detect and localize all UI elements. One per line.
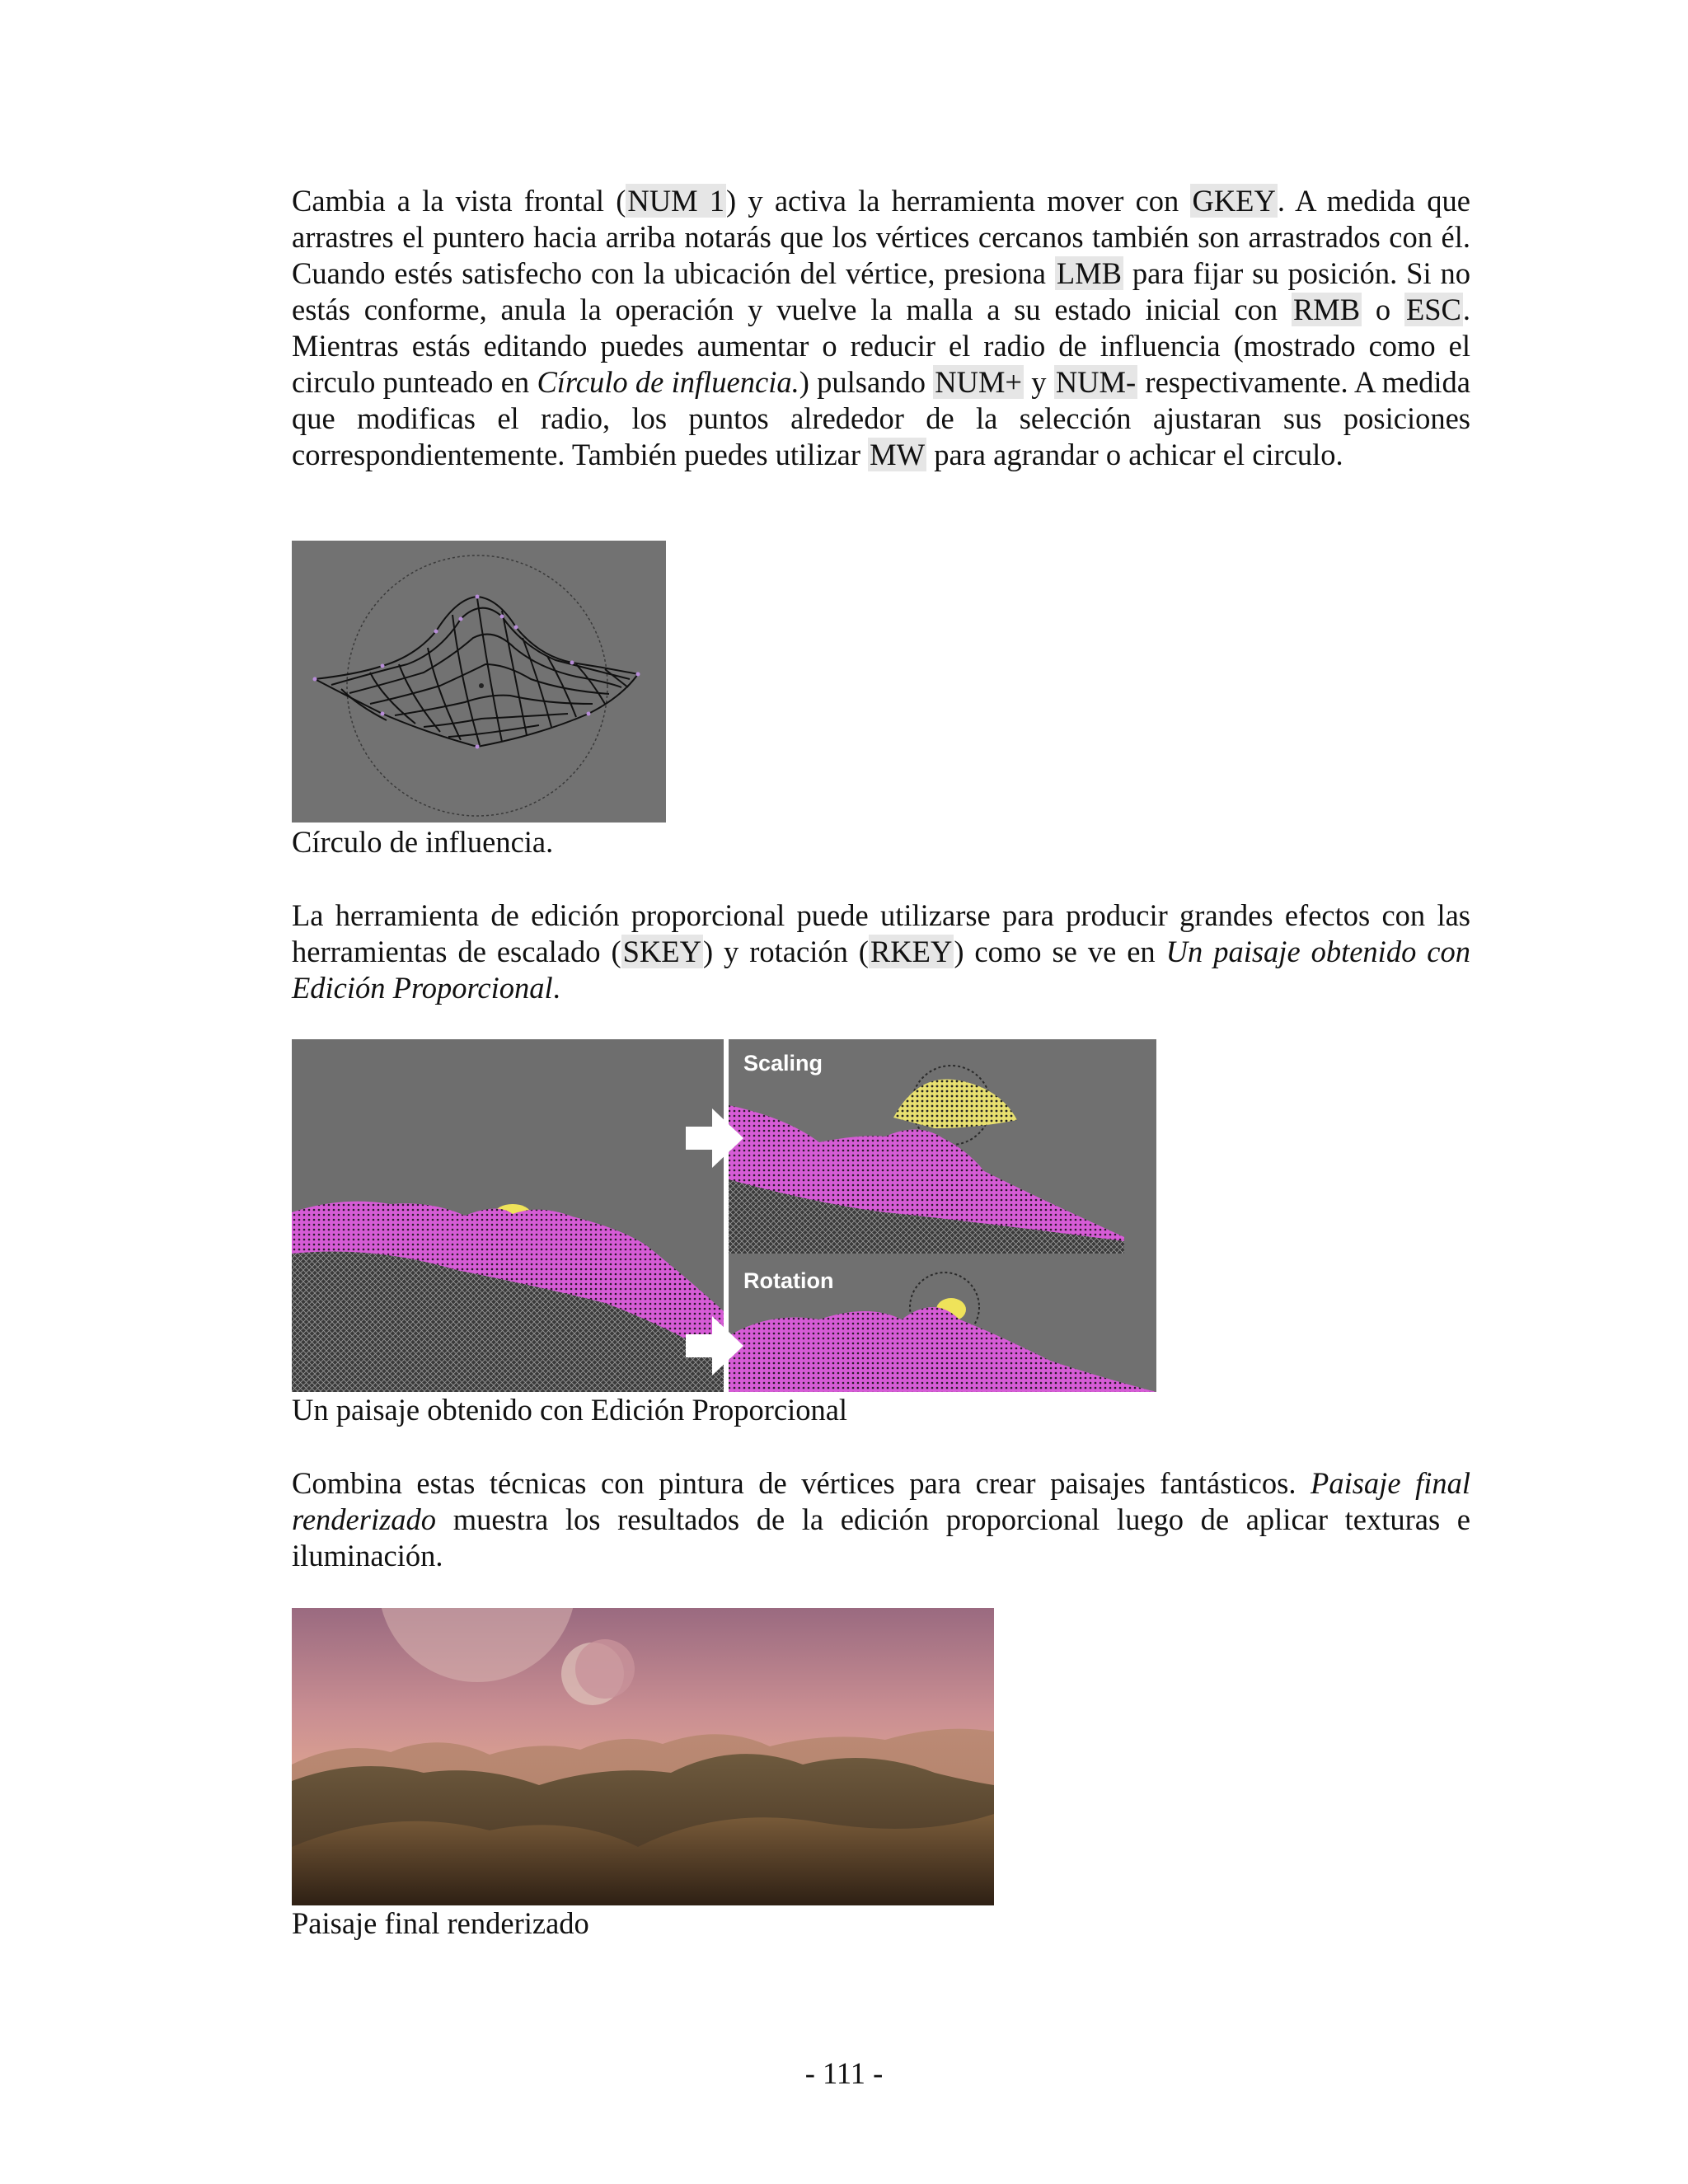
text-run: . Mientras estás editando puedes aumentar o reducir el radio de influencia (mostrado como el circulo punteado en xyxy=(292,293,1471,399)
text-run: o xyxy=(1362,293,1404,326)
text-run: y xyxy=(1024,365,1054,399)
paragraph-proportional xyxy=(292,898,1470,1006)
key-rmb: RMB xyxy=(1292,293,1361,326)
figure-reference: Paisaje final renderizado xyxy=(292,1466,1470,1536)
text-run: . xyxy=(552,971,560,1005)
text-run: . A medida que arrastres el puntero hacia arriba notarás que los vértices cercanos también son arrastrados con él. Cuando estés satisfecho con la ubicación del vértice, presiona xyxy=(292,184,1470,290)
key-esc: ESC xyxy=(1405,293,1461,326)
text-run: para agrandar o achicar el circulo. xyxy=(926,438,1343,471)
key-rkey: RKEY xyxy=(870,935,953,968)
text-run: ) y activa la herramienta mover con xyxy=(726,184,1191,218)
rotation-label: Rotation xyxy=(743,1268,834,1293)
figure-reference: Un paisaje obtenido con Edición Proporcional xyxy=(292,935,1470,1005)
key-mw: MW xyxy=(870,438,926,471)
key-num1: NUM 1 xyxy=(627,184,725,218)
page-number: - 111 - xyxy=(804,2056,884,2090)
wireframe-mesh-image xyxy=(292,541,666,823)
text-run: ) y rotación ( xyxy=(702,935,869,968)
figure1-caption: Círculo de influencia. xyxy=(292,825,554,859)
text-run: muestra los resultados de la edición proporcional luego de aplicar texturas e iluminación. xyxy=(292,1502,1470,1572)
key-num-plus: NUM+ xyxy=(935,365,1022,399)
text-run: para fijar su posición. Si no estás conforme, anula la operación y vuelve la malla a su estado inicial con xyxy=(292,256,1470,326)
paragraph-intro xyxy=(292,183,1470,473)
influence-circle-figure xyxy=(292,541,666,823)
scaling-label: Scaling xyxy=(743,1051,823,1076)
figure3-caption: Paisaje final renderizado xyxy=(292,1906,589,1940)
text-run: respectivamente. A medida que modificas el radio, los puntos alrededor de la selección ajustaran sus posiciones correspondientemente. También puedes utilizar xyxy=(292,365,1470,471)
rendered-landscape-figure xyxy=(292,1608,994,1905)
key-num-minus: NUM- xyxy=(1055,365,1137,399)
rendered-landscape-image xyxy=(292,1608,994,1905)
text-run: La herramienta de edición proporcional puede utilizarse para producir grandes efectos con las herramientas de escalado ( xyxy=(292,898,1470,968)
text-run: ) como se ve en xyxy=(954,935,1166,968)
text-run: Cambia a la vista frontal ( xyxy=(292,184,626,218)
key-gkey: GKEY xyxy=(1192,184,1276,218)
figure2-caption: Un paisaje obtenido con Edición Proporcional xyxy=(292,1393,848,1427)
landscape-edit-figure xyxy=(292,1039,1156,1392)
key-lmb: LMB xyxy=(1056,256,1122,290)
key-skey: SKEY xyxy=(622,935,701,968)
paragraph-combine xyxy=(292,1465,1470,1574)
text-run: ) pulsando xyxy=(799,365,934,399)
figure-reference: Círculo de influencia. xyxy=(537,365,799,399)
landscape-mesh-image xyxy=(292,1039,1156,1392)
text-run: Combina estas técnicas con pintura de vértices para crear paisajes fantásticos. xyxy=(292,1466,1311,1500)
